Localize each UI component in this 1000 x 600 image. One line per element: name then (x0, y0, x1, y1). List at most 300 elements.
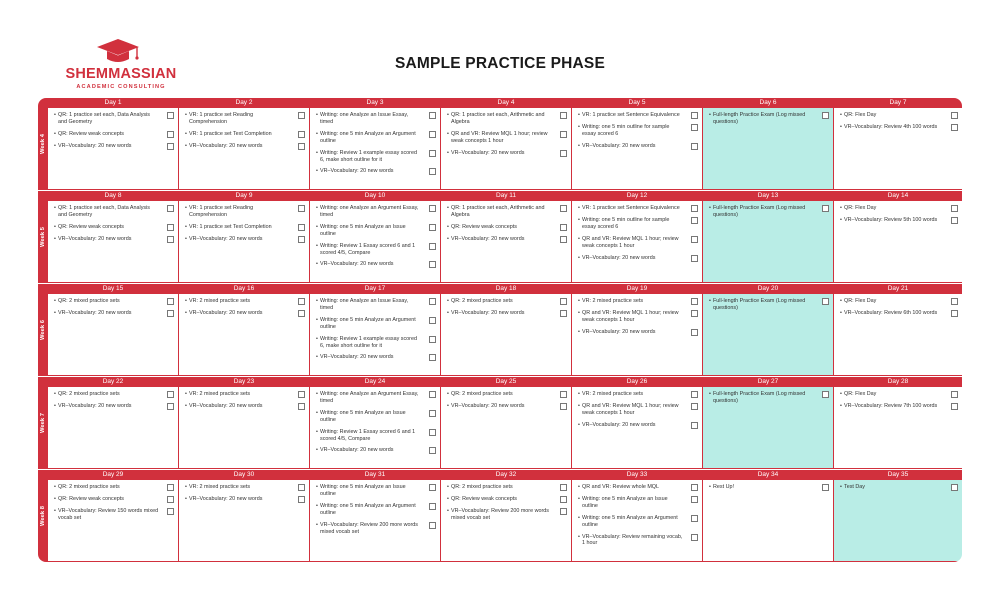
task-list (48, 387, 178, 410)
task-item (840, 310, 958, 317)
task-item (578, 205, 698, 212)
task-item (447, 403, 567, 410)
day-cell (702, 98, 833, 189)
task-text: • QR: Review weak concepts (58, 223, 124, 230)
task-item (447, 112, 567, 126)
task-checkbox[interactable] (560, 310, 567, 317)
task-checkbox[interactable] (951, 217, 958, 224)
day-header: Day 31 (310, 470, 440, 480)
task-list (48, 108, 178, 150)
task-list (572, 480, 702, 547)
day-cell (571, 377, 702, 468)
task-text: • VR–Vocabulary: 20 new words (320, 168, 394, 175)
day-header: Day 14 (834, 191, 962, 201)
task-item (447, 310, 567, 317)
task-checkbox[interactable] (298, 143, 305, 150)
task-text: • QR: Review weak concepts (451, 495, 517, 502)
task-list (834, 201, 962, 224)
task-checkbox[interactable] (951, 112, 958, 119)
task-list (834, 387, 962, 410)
task-text: • VR–Vocabulary: Review 7th 100 words (844, 402, 938, 409)
task-text: • Full-length Practice Exam (Log missed questions) (713, 391, 806, 404)
task-list (179, 201, 309, 243)
task-list (441, 387, 571, 410)
task-text: • VR–Vocabulary: Review 5th 100 words (844, 216, 938, 223)
task-text: • Full-length Practice Exam (Log missed questions) (713, 205, 806, 218)
task-item (185, 236, 305, 243)
day-cell (833, 377, 962, 468)
task-text: • QR: Flex Day (844, 298, 877, 304)
task-item (54, 236, 174, 243)
task-checkbox[interactable] (560, 298, 567, 305)
day-cell (702, 191, 833, 282)
task-list (441, 294, 571, 317)
task-item (54, 484, 174, 491)
task-text: • VR–Vocabulary: 20 new words (320, 261, 394, 268)
task-item (316, 317, 436, 331)
day-header: Day 5 (572, 98, 702, 108)
task-text: • VR–Vocabulary: 20 new words (582, 254, 656, 261)
task-list (572, 108, 702, 150)
task-item (185, 112, 305, 126)
task-text: • QR: Review weak concepts (451, 223, 517, 230)
task-checkbox[interactable] (429, 317, 436, 324)
task-checkbox[interactable] (429, 410, 436, 417)
task-item (316, 243, 436, 257)
task-text: • VR: 2 mixed practice sets (189, 391, 251, 397)
task-text: • QR: Flex Day (844, 205, 877, 211)
task-checkbox[interactable] (429, 168, 436, 175)
day-header: Day 11 (441, 191, 571, 201)
task-checkbox[interactable] (298, 112, 305, 119)
task-checkbox[interactable] (429, 205, 436, 212)
day-header: Day 13 (703, 191, 833, 201)
task-text: • VR: 2 mixed practice sets (582, 391, 644, 397)
task-item (185, 484, 305, 491)
task-list (179, 480, 309, 503)
task-item (578, 255, 698, 262)
task-list (441, 201, 571, 243)
task-item (185, 224, 305, 231)
task-item (447, 131, 567, 145)
task-checkbox[interactable] (167, 236, 174, 243)
task-item (447, 150, 567, 157)
task-checkbox[interactable] (429, 224, 436, 231)
day-cell (440, 470, 571, 561)
day-cell (440, 284, 571, 375)
task-item (578, 112, 698, 119)
task-checkbox[interactable] (691, 124, 698, 131)
task-item (316, 484, 436, 498)
task-checkbox[interactable] (167, 403, 174, 410)
day-cell (309, 191, 440, 282)
task-item (316, 522, 436, 536)
task-checkbox[interactable] (429, 503, 436, 510)
task-text: • QR: 2 mixed practice sets (58, 391, 120, 397)
task-list (703, 201, 833, 219)
task-checkbox[interactable] (167, 131, 174, 138)
task-item (54, 112, 174, 126)
task-list (703, 387, 833, 405)
task-text: • QR: Flex Day (844, 112, 877, 118)
task-checkbox[interactable] (951, 310, 958, 317)
week-row (38, 284, 962, 376)
day-header: Day 25 (441, 377, 571, 387)
task-checkbox[interactable] (429, 447, 436, 454)
task-item (709, 205, 829, 219)
day-cell (833, 98, 962, 189)
task-text: • VR: 2 mixed practice sets (189, 484, 251, 490)
task-checkbox[interactable] (429, 391, 436, 398)
task-list (703, 480, 833, 491)
task-checkbox[interactable] (298, 224, 305, 231)
task-checkbox[interactable] (560, 205, 567, 212)
week-label-wrap (38, 377, 47, 468)
task-checkbox[interactable] (298, 205, 305, 212)
task-text: • VR: 1 practice set Sentence Equivalence (582, 205, 680, 211)
task-text: • VR–Vocabulary: 20 new words (189, 309, 263, 316)
day-cell (178, 377, 309, 468)
day-header: Day 29 (48, 470, 178, 480)
task-checkbox[interactable] (691, 515, 698, 522)
task-checkbox[interactable] (167, 143, 174, 150)
task-text: • QR and VR: Review MQL 1 hour; review weak concepts 1 hour (451, 130, 548, 144)
task-text: • QR: Flex Day (844, 391, 877, 397)
task-item (185, 131, 305, 138)
day-cell (309, 377, 440, 468)
task-item (316, 205, 436, 219)
task-list (48, 480, 178, 522)
task-checkbox[interactable] (691, 534, 698, 541)
task-checkbox[interactable] (298, 484, 305, 491)
task-text: • Test Day (844, 484, 865, 490)
task-item (840, 205, 958, 212)
task-checkbox[interactable] (298, 403, 305, 410)
day-header: Day 21 (834, 284, 962, 294)
task-checkbox[interactable] (167, 484, 174, 491)
task-text: • QR: 1 practice set each, Data Analysis and Geometry (58, 112, 150, 125)
task-text: • VR–Vocabulary: 20 new words (582, 421, 656, 428)
task-text: • VR: 1 practice set Reading Comprehension (189, 112, 254, 125)
task-text: • Writing: one 5 min Analyze an Issue outline (320, 409, 406, 423)
task-list (572, 201, 702, 261)
task-checkbox[interactable] (298, 298, 305, 305)
task-text: • VR–Vocabulary: 20 new words (58, 142, 132, 149)
task-item (709, 112, 829, 126)
task-item (709, 298, 829, 312)
task-list (834, 294, 962, 317)
task-checkbox[interactable] (691, 217, 698, 224)
task-text: • QR and VR: Review whole MQL (582, 484, 659, 490)
day-cell (47, 284, 178, 375)
task-item (185, 310, 305, 317)
task-text: • Writing: one 5 min Analyze an Argument outline (320, 130, 416, 144)
task-checkbox[interactable] (429, 261, 436, 268)
task-checkbox[interactable] (560, 484, 567, 491)
task-checkbox[interactable] (691, 236, 698, 243)
practice-calendar (38, 98, 962, 562)
task-list (834, 108, 962, 131)
week-label-wrap (38, 98, 47, 189)
task-checkbox[interactable] (691, 403, 698, 410)
task-checkbox[interactable] (298, 496, 305, 503)
day-header: Day 7 (834, 98, 962, 108)
task-checkbox[interactable] (429, 150, 436, 157)
task-text: • VR–Vocabulary: 20 new words (58, 309, 132, 316)
task-checkbox[interactable] (691, 143, 698, 150)
day-cell (833, 191, 962, 282)
task-checkbox[interactable] (822, 484, 829, 491)
task-checkbox[interactable] (822, 112, 829, 119)
task-item (316, 410, 436, 424)
task-item (316, 503, 436, 517)
task-checkbox[interactable] (429, 243, 436, 250)
task-text: • Writing: one Analyze an Argument Essay, timed (320, 205, 419, 218)
task-checkbox[interactable] (429, 484, 436, 491)
task-text: • VR–Vocabulary: Review 200 more words mixed vocab set (320, 521, 418, 535)
task-item (185, 298, 305, 305)
task-item (316, 447, 436, 454)
task-text: • VR–Vocabulary: Review remaining vocab, 1 hour (582, 533, 683, 547)
task-checkbox[interactable] (167, 298, 174, 305)
task-list (310, 387, 440, 454)
task-checkbox[interactable] (429, 429, 436, 436)
task-checkbox[interactable] (822, 205, 829, 212)
task-text: • Writing: one 5 min Analyze an Argument outline (320, 502, 416, 516)
task-checkbox[interactable] (298, 131, 305, 138)
day-header: Day 1 (48, 98, 178, 108)
task-item (185, 496, 305, 503)
day-header: Day 35 (834, 470, 962, 480)
week-row (38, 377, 962, 469)
task-item (316, 336, 436, 350)
task-item (578, 496, 698, 510)
day-header: Day 19 (572, 284, 702, 294)
task-text: • VR–Vocabulary: 20 new words (189, 495, 263, 502)
task-checkbox[interactable] (560, 236, 567, 243)
task-item (709, 484, 829, 491)
task-checkbox[interactable] (560, 391, 567, 398)
day-header: Day 3 (310, 98, 440, 108)
task-text: • VR–Vocabulary: Review 4th 100 words (844, 123, 938, 130)
task-checkbox[interactable] (691, 391, 698, 398)
week-row (38, 470, 962, 562)
task-checkbox[interactable] (691, 484, 698, 491)
week-label: Week 7 (39, 412, 46, 433)
task-checkbox[interactable] (560, 224, 567, 231)
task-checkbox[interactable] (951, 484, 958, 491)
task-checkbox[interactable] (560, 403, 567, 410)
task-item (316, 150, 436, 164)
task-text: • VR–Vocabulary: 20 new words (451, 235, 525, 242)
week-row (38, 98, 962, 190)
task-item (447, 298, 567, 305)
task-text: • QR: 2 mixed practice sets (58, 484, 120, 490)
task-checkbox[interactable] (691, 255, 698, 262)
task-list (179, 108, 309, 150)
task-item (316, 429, 436, 443)
task-text: • QR and VR: Review MQL 1 hour; review weak concepts 1 hour (582, 235, 679, 249)
day-cell (47, 98, 178, 189)
task-text: • VR–Vocabulary: 20 new words (58, 235, 132, 242)
task-checkbox[interactable] (691, 298, 698, 305)
task-checkbox[interactable] (691, 329, 698, 336)
task-checkbox[interactable] (691, 205, 698, 212)
week-label: Week 6 (39, 319, 46, 340)
task-checkbox[interactable] (822, 391, 829, 398)
task-text: • VR–Vocabulary: 20 new words (320, 447, 394, 454)
task-item (316, 224, 436, 238)
task-text: • QR: 2 mixed practice sets (451, 298, 513, 304)
day-header: Day 6 (703, 98, 833, 108)
task-checkbox[interactable] (691, 112, 698, 119)
task-checkbox[interactable] (560, 131, 567, 138)
day-header: Day 12 (572, 191, 702, 201)
day-header: Day 26 (572, 377, 702, 387)
task-item (578, 298, 698, 305)
task-item (578, 143, 698, 150)
task-checkbox[interactable] (691, 422, 698, 429)
day-cell (47, 191, 178, 282)
task-item (316, 261, 436, 268)
day-header: Day 9 (179, 191, 309, 201)
task-list (572, 294, 702, 336)
task-checkbox[interactable] (822, 298, 829, 305)
task-list (179, 294, 309, 317)
task-checkbox[interactable] (429, 354, 436, 361)
day-header: Day 15 (48, 284, 178, 294)
task-text: • QR: 1 practice set each, Arithmetic and Algebra (451, 205, 545, 218)
day-header: Day 17 (310, 284, 440, 294)
task-text: • Writing: one Analyze an Issue Essay, timed (320, 298, 409, 311)
day-cell (833, 284, 962, 375)
day-cell (702, 470, 833, 561)
task-item (54, 131, 174, 138)
task-checkbox[interactable] (167, 508, 174, 515)
task-item (578, 403, 698, 417)
week-label: Week 5 (39, 226, 46, 247)
task-text: • QR: 2 mixed practice sets (451, 391, 513, 397)
task-checkbox[interactable] (951, 298, 958, 305)
task-item (54, 298, 174, 305)
day-header: Day 4 (441, 98, 571, 108)
task-item (578, 422, 698, 429)
task-text: • Writing: Review 1 example essay scored 6, make short outline for it (320, 149, 417, 163)
day-header: Day 28 (834, 377, 962, 387)
task-text: • VR: 2 mixed practice sets (582, 298, 644, 304)
task-checkbox[interactable] (167, 112, 174, 119)
task-list (703, 294, 833, 312)
task-item (578, 124, 698, 138)
task-text: • QR: 1 practice set each, Data Analysis and Geometry (58, 205, 150, 218)
task-checkbox[interactable] (560, 508, 567, 515)
task-item (840, 484, 958, 491)
task-checkbox[interactable] (429, 131, 436, 138)
task-checkbox[interactable] (560, 496, 567, 503)
task-item (316, 168, 436, 175)
task-text: • VR: 1 practice set Text Completion (189, 130, 272, 137)
task-list (48, 294, 178, 317)
task-item (578, 310, 698, 324)
task-checkbox[interactable] (691, 496, 698, 503)
task-item (447, 484, 567, 491)
task-text: • VR–Vocabulary: 20 new words (189, 402, 263, 409)
task-checkbox[interactable] (429, 112, 436, 119)
day-header: Day 16 (179, 284, 309, 294)
day-cell (702, 377, 833, 468)
task-checkbox[interactable] (691, 310, 698, 317)
task-text: • QR and VR: Review MQL 1 hour; review weak concepts 1 hour (582, 309, 679, 323)
task-checkbox[interactable] (298, 391, 305, 398)
task-item (578, 236, 698, 250)
task-text: • VR–Vocabulary: Review 150 words mixed vocab set (58, 507, 159, 521)
task-text: • VR: 1 practice set Text Completion (189, 223, 272, 230)
task-item (840, 298, 958, 305)
task-item (578, 217, 698, 231)
task-text: • QR and VR: Review MQL 1 hour; review weak concepts 1 hour (582, 402, 679, 416)
task-checkbox[interactable] (167, 310, 174, 317)
task-item (185, 205, 305, 219)
task-item (316, 131, 436, 145)
task-item (578, 515, 698, 529)
day-cell (571, 191, 702, 282)
task-list (572, 387, 702, 429)
task-checkbox[interactable] (298, 310, 305, 317)
day-header: Day 33 (572, 470, 702, 480)
task-checkbox[interactable] (560, 150, 567, 157)
task-text: • VR–Vocabulary: 20 new words (58, 402, 132, 409)
task-checkbox[interactable] (167, 391, 174, 398)
week-label: Week 4 (39, 133, 46, 154)
day-cell (440, 191, 571, 282)
task-list (441, 480, 571, 522)
task-text: • Full-length Practice Exam (Log missed questions) (713, 112, 806, 125)
task-checkbox[interactable] (951, 403, 958, 410)
day-cell (440, 98, 571, 189)
task-text: • VR–Vocabulary: 20 new words (451, 309, 525, 316)
task-item (447, 391, 567, 398)
task-item (54, 205, 174, 219)
day-cell (571, 284, 702, 375)
task-checkbox[interactable] (167, 224, 174, 231)
task-item (447, 508, 567, 522)
day-cell (309, 284, 440, 375)
task-checkbox[interactable] (167, 496, 174, 503)
task-text: • VR: 1 practice set Sentence Equivalence (582, 112, 680, 118)
task-text: • VR–Vocabulary: 20 new words (189, 235, 263, 242)
task-checkbox[interactable] (298, 236, 305, 243)
task-item (316, 391, 436, 405)
task-item (316, 298, 436, 312)
day-header: Day 34 (703, 470, 833, 480)
task-list (310, 201, 440, 268)
task-checkbox[interactable] (429, 336, 436, 343)
task-checkbox[interactable] (429, 522, 436, 529)
task-checkbox[interactable] (951, 205, 958, 212)
task-text: • Rest Up! (713, 484, 734, 490)
task-item (578, 484, 698, 491)
task-item (578, 329, 698, 336)
task-text: • QR: Review weak concepts (58, 130, 124, 137)
task-checkbox[interactable] (429, 298, 436, 305)
task-item (840, 217, 958, 224)
task-text: • Writing: Review 1 example essay scored 6, make short outline for it (320, 335, 417, 349)
task-checkbox[interactable] (951, 124, 958, 131)
task-checkbox[interactable] (951, 391, 958, 398)
task-checkbox[interactable] (167, 205, 174, 212)
task-item (578, 391, 698, 398)
task-checkbox[interactable] (560, 112, 567, 119)
